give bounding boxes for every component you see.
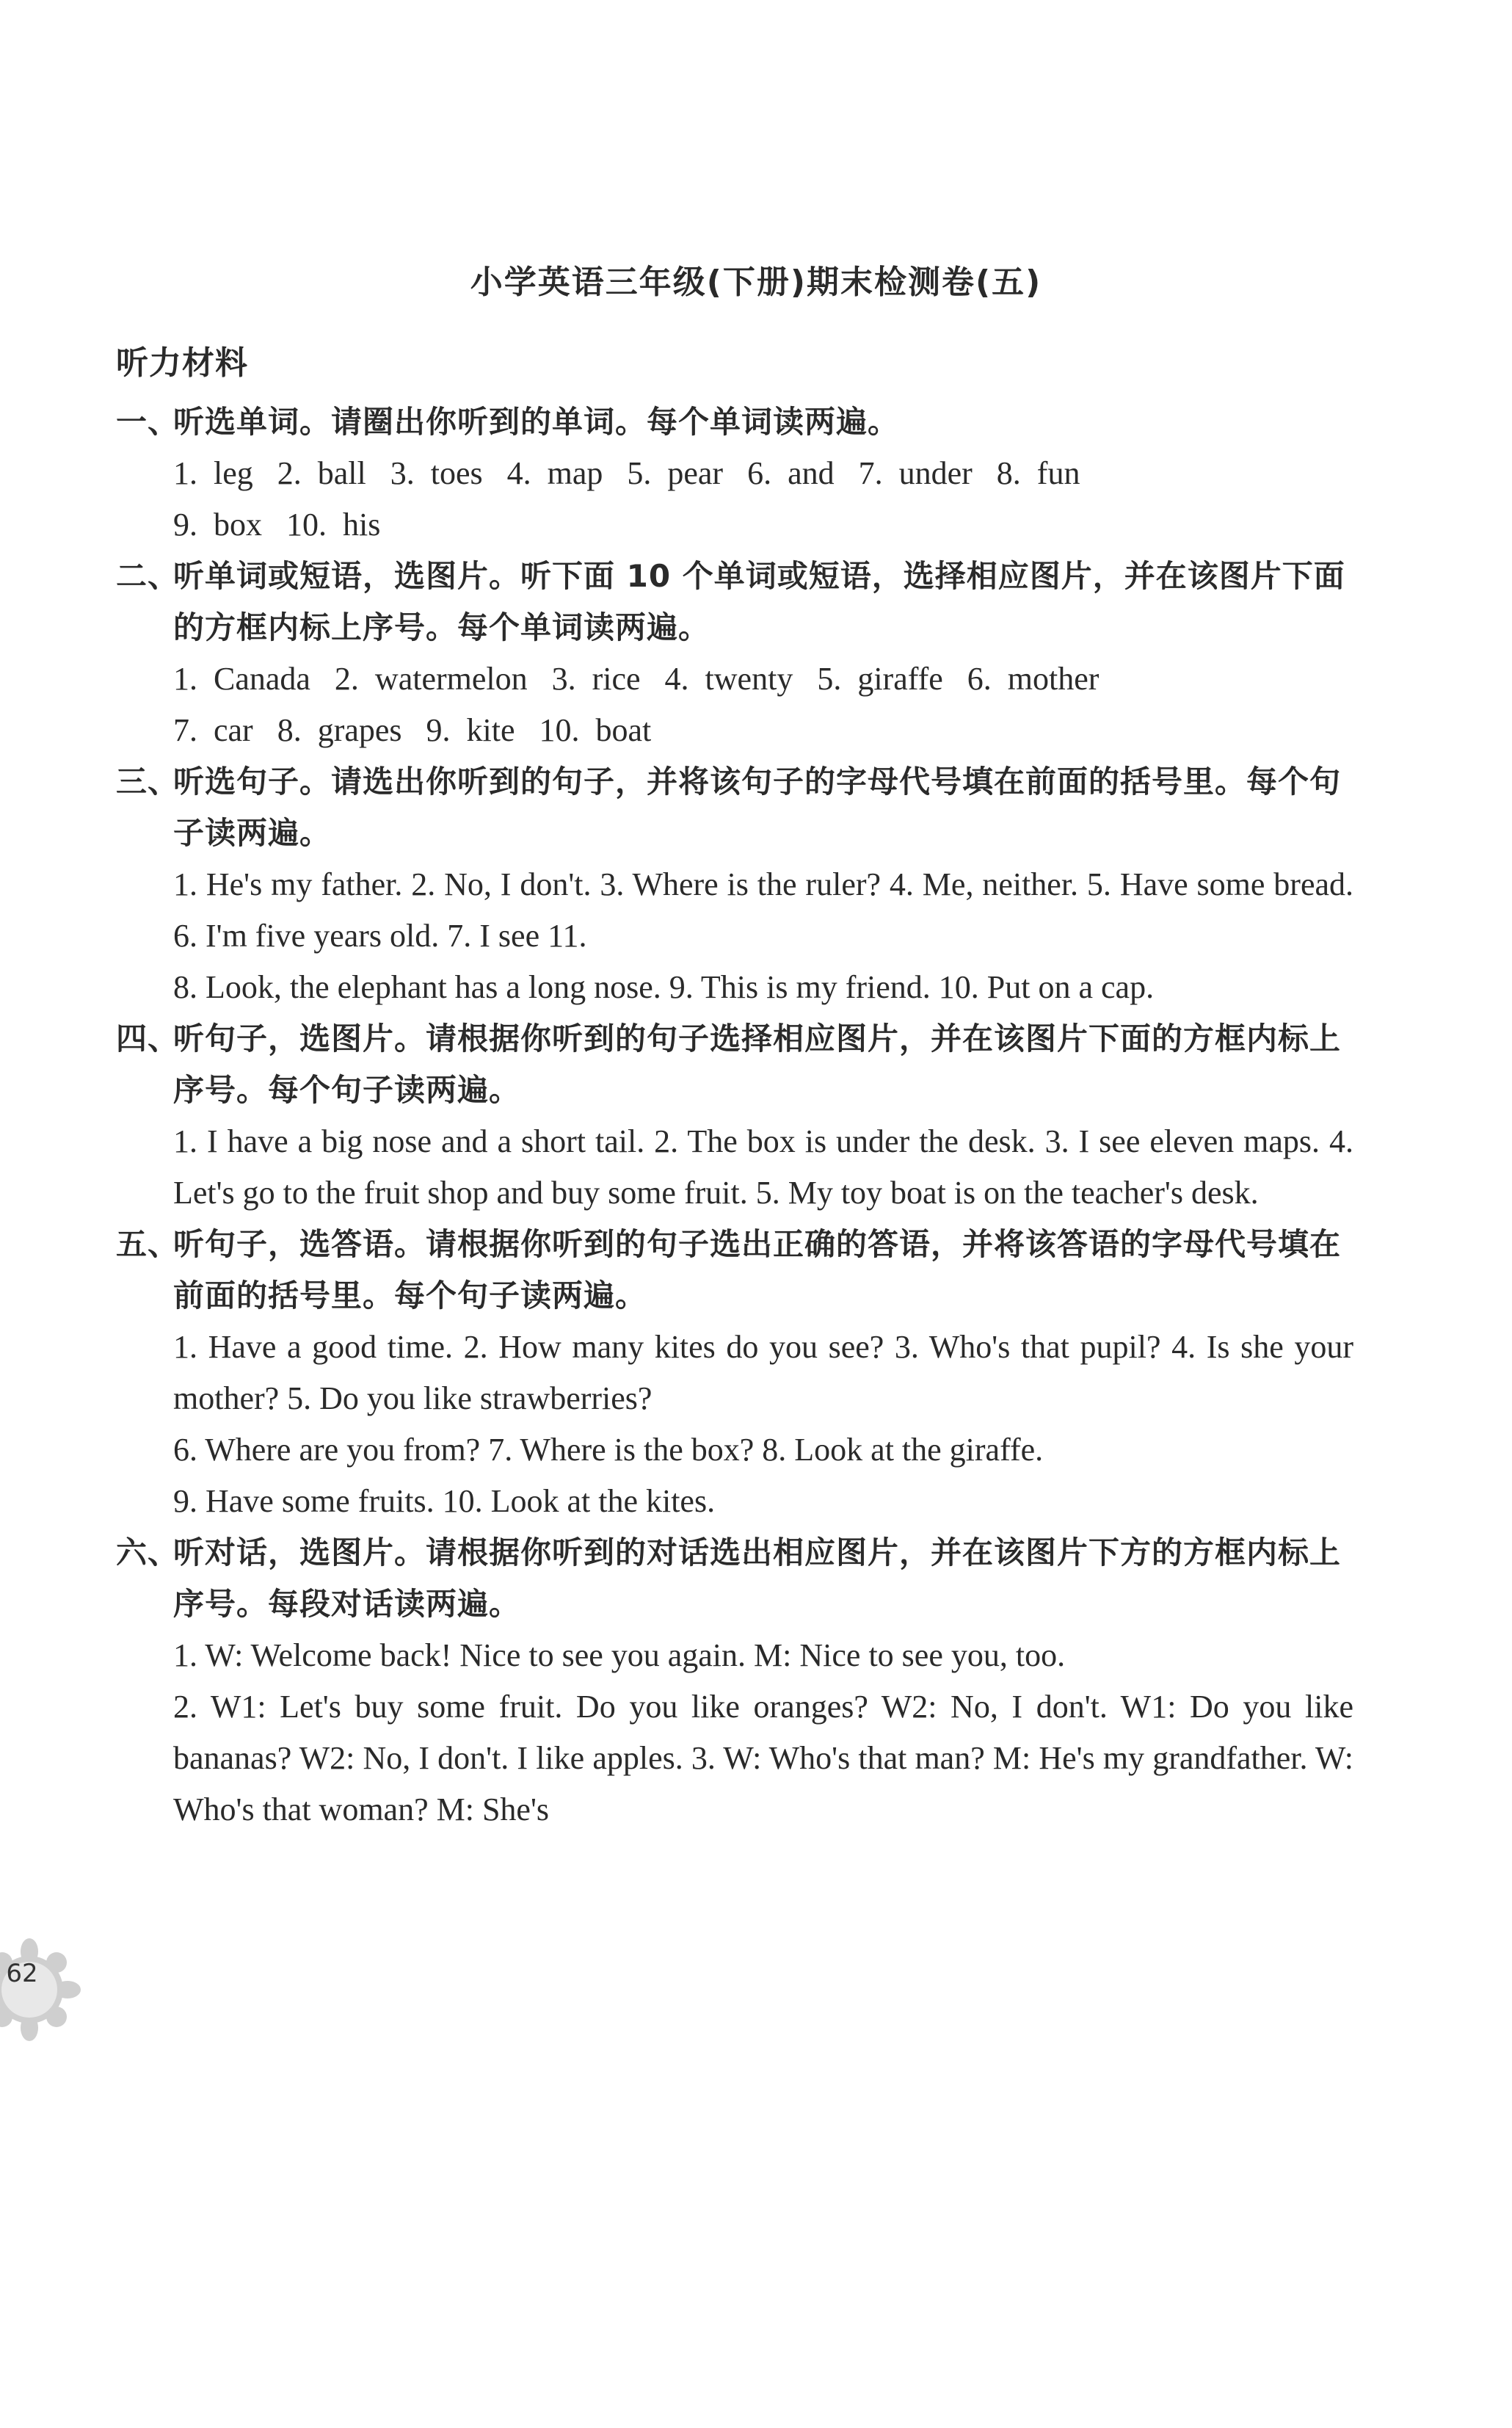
item-line: 1. I have a big nose and a short tail. 2. The box is under the desk. 3. I see eleven maps. 4. Let's go to the fruit shop and buy some fruit. 5. My toy boat is on the teacher's desk. (173, 1123, 1353, 1211)
item-line: 2. W1: Let's buy some fruit. Do you like oranges? W2: No, I don't. W1: Do you like bananas? W2: No, I don't. I like apples. 3. W: Who's that man? M: He's my grandfather. W: Who's that woman? M: She's (173, 1689, 1353, 1827)
section-1 (116, 396, 1353, 551)
section-2 (116, 551, 1353, 756)
section-2-title (116, 551, 1353, 653)
section-6 (116, 1527, 1353, 1836)
item-line: 1. He's my father. 2. No, I don't. 3. Where is the ruler? 4. Me, neither. 5. Have some bread. 6. I'm five years old. 7. I see 11. (173, 866, 1353, 954)
section-3 (116, 756, 1353, 1013)
content-area (116, 336, 1353, 1836)
section-6-items (116, 1630, 1353, 1836)
item-line: 9. box 10. his (173, 507, 381, 543)
page-number: 62 (6, 1959, 38, 1988)
section-5 (116, 1219, 1353, 1527)
section-instruction: 听选句子。请选出你听到的句子，并将该句子的字母代号填在前面的括号里。每个句子读两遍。 (173, 764, 1342, 851)
listening-material-heading: 听力材料 (116, 344, 248, 382)
section-4 (116, 1013, 1353, 1219)
item-line: 9. Have some fruits. 10. Look at the kites. (173, 1483, 716, 1519)
item-line: 1. Canada 2. watermelon 3. rice 4. twenty 5. giraffe 6. mother (173, 661, 1100, 697)
section-1-items (116, 448, 1353, 551)
item-line: 1. leg 2. ball 3. toes 4. map 5. pear 6. and 7. under 8. fun (173, 455, 1080, 491)
section-instruction: 听句子，选图片。请根据你听到的句子选择相应图片，并在该图片下面的方框内标上序号。每个句子读两遍。 (173, 1021, 1342, 1108)
section-number: 二、 (116, 558, 180, 594)
section-3-items (116, 859, 1353, 1013)
page-title: 小学英语三年级(下册)期末检测卷(五) (470, 264, 1042, 301)
item-line: 1. Have a good time. 2. How many kites do you see? 3. Who's that pupil? 4. Is she your mother? 5. Do you like strawberries? (173, 1329, 1353, 1416)
item-line: 6. Where are you from? 7. Where is the box? 8. Look at the giraffe. (173, 1432, 1044, 1468)
section-number: 六、 (116, 1534, 180, 1570)
page-badge-flower-icon (0, 1938, 81, 2041)
section-2-items (116, 653, 1353, 756)
section-3-title (116, 756, 1353, 859)
item-line: 7. car 8. grapes 9. kite 10. boat (173, 712, 652, 748)
section-number: 四、 (116, 1021, 180, 1057)
section-instruction: 听对话，选图片。请根据你听到的对话选出相应图片，并在该图片下方的方框内标上序号。每段对话读两遍。 (173, 1534, 1342, 1622)
section-instruction: 听句子，选答语。请根据你听到的句子选出正确的答语，并将该答语的字母代号填在前面的括号里。每个句子读两遍。 (173, 1226, 1342, 1313)
section-instruction: 听选单词。请圈出你听到的单词。每个单词读两遍。 (173, 404, 900, 440)
section-number: 五、 (116, 1226, 180, 1262)
section-number: 三、 (116, 764, 180, 800)
section-5-title (116, 1219, 1353, 1322)
section-instruction: 听单词或短语，选图片。听下面 10 个单词或短语，选择相应图片，并在该图片下面的方框内标上序号。每个单词读两遍。 (173, 558, 1345, 645)
section-4-title (116, 1013, 1353, 1116)
item-line: 1. W: Welcome back! Nice to see you again. M: Nice to see you, too. (173, 1637, 1066, 1673)
section-6-title (116, 1527, 1353, 1630)
section-1-title (116, 396, 1353, 448)
section-5-items (116, 1322, 1353, 1527)
section-4-items (116, 1116, 1353, 1219)
item-line: 8. Look, the elephant has a long nose. 9. This is my friend. 10. Put on a cap. (173, 969, 1155, 1005)
section-number: 一、 (116, 404, 180, 440)
